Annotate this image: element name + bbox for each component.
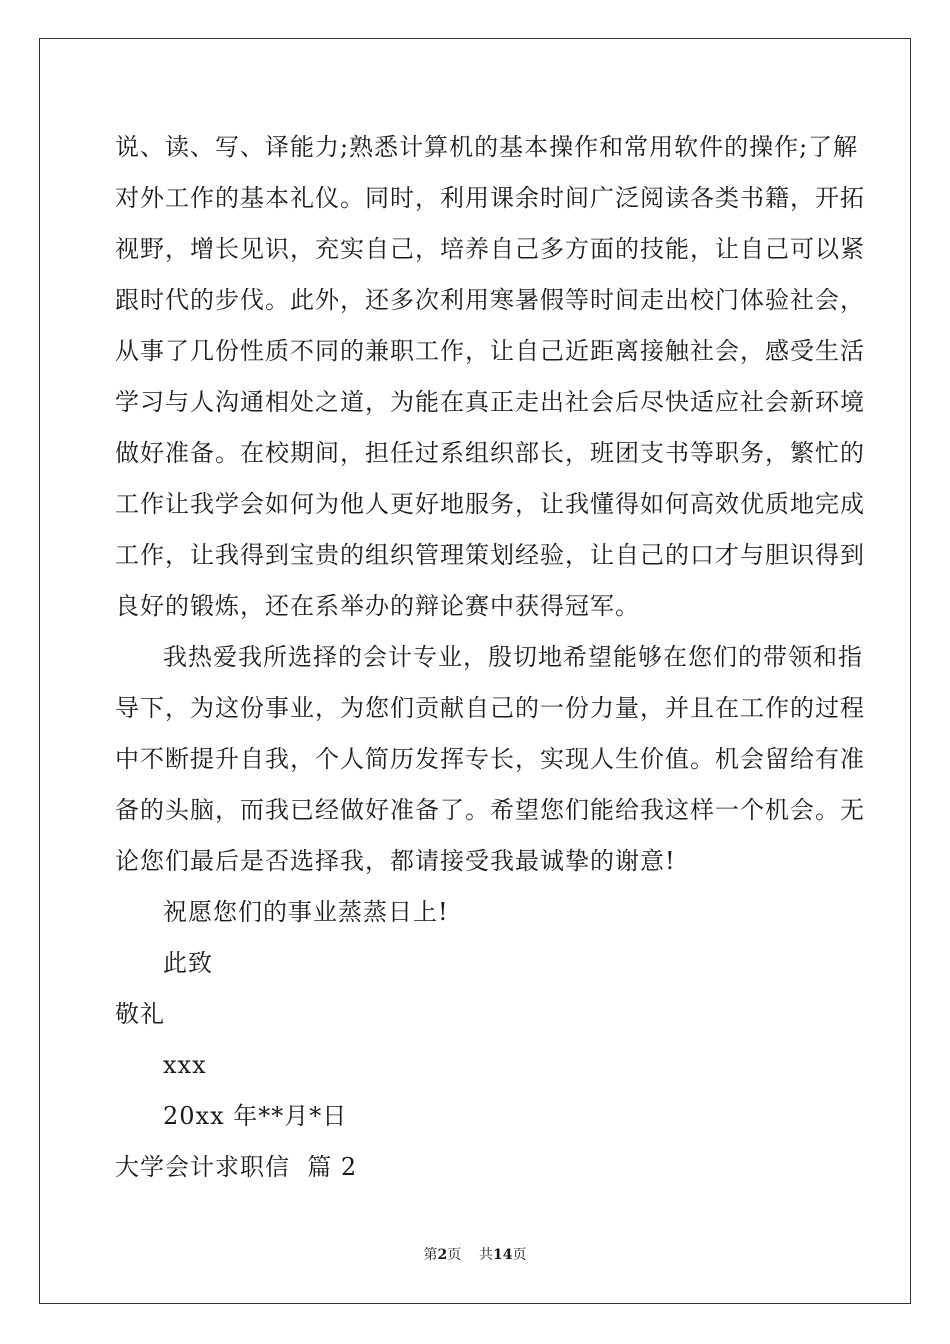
closing-salutation: 此致 [163,949,213,977]
page-suffix: 页 [512,1247,527,1263]
text-line: 做好准备。在校期间，担任过系组织部长，班团支书等职务，繁忙的 [115,439,865,467]
page-prefix: 第 [423,1247,438,1263]
letter-date: 20xx 年**月*日 [163,1102,348,1130]
text-line: 跟时代的步伐。此外，还多次利用寒暑假等时间走出校门体验社会， [115,286,865,314]
text-line: 对外工作的基本礼仪。同时，利用课余时间广泛阅读各类书籍，开拓 [115,184,865,212]
text-line: 工作，让我得到宝贵的组织管理策划经验，让自己的口才与胆识得到 [115,541,865,569]
text-line: 从事了几份性质不同的兼职工作，让自己近距离接触社会，感受生活 [115,337,865,365]
page-current: 2 [437,1247,448,1263]
text-line: 我热爱我所选择的会计专业，殷切地希望能够在您们的带领和指 [163,643,863,671]
paragraph-2 [115,632,865,887]
signature: xxx [163,1051,207,1079]
closing-wish: 祝愿您们的事业蒸蒸日上! [163,898,449,926]
page-total: 14 [493,1247,513,1263]
page-mid: 页 共 [447,1247,494,1263]
text-line: 论您们最后是否选择我，都请接受我最诚挚的谢意! [115,847,676,875]
text-line: 备的头脑，而我已经做好准备了。希望您们能给我这样一个机会。无 [115,796,865,824]
closing-regards: 敬礼 [115,1000,165,1028]
document-content [115,122,865,1193]
text-line: 中不断提升自我，个人简历发挥专长，实现人生价值。机会留给有准 [115,745,865,773]
text-line: 说、读、写、译能力;熟悉计算机的基本操作和常用软件的操作;了解 [115,133,859,161]
text-line: 工作让我学会如何为他人更好地服务，让我懂得如何高效优质地完成 [115,490,865,518]
section-title: 大学会计求职信 篇 2 [115,1153,358,1181]
paragraph-1 [115,122,865,632]
text-line: 良好的锻炼，还在系举办的辩论赛中获得冠军。 [115,592,640,620]
text-line: 视野，增长见识，充实自己，培养自己多方面的技能，让自己可以紧 [115,235,865,263]
text-line: 导下，为这份事业，为您们贡献自己的一份力量，并且在工作的过程 [115,694,865,722]
page-footer [0,1245,950,1265]
text-line: 学习与人沟通相处之道，为能在真正走出社会后尽快适应社会新环境 [115,388,865,416]
